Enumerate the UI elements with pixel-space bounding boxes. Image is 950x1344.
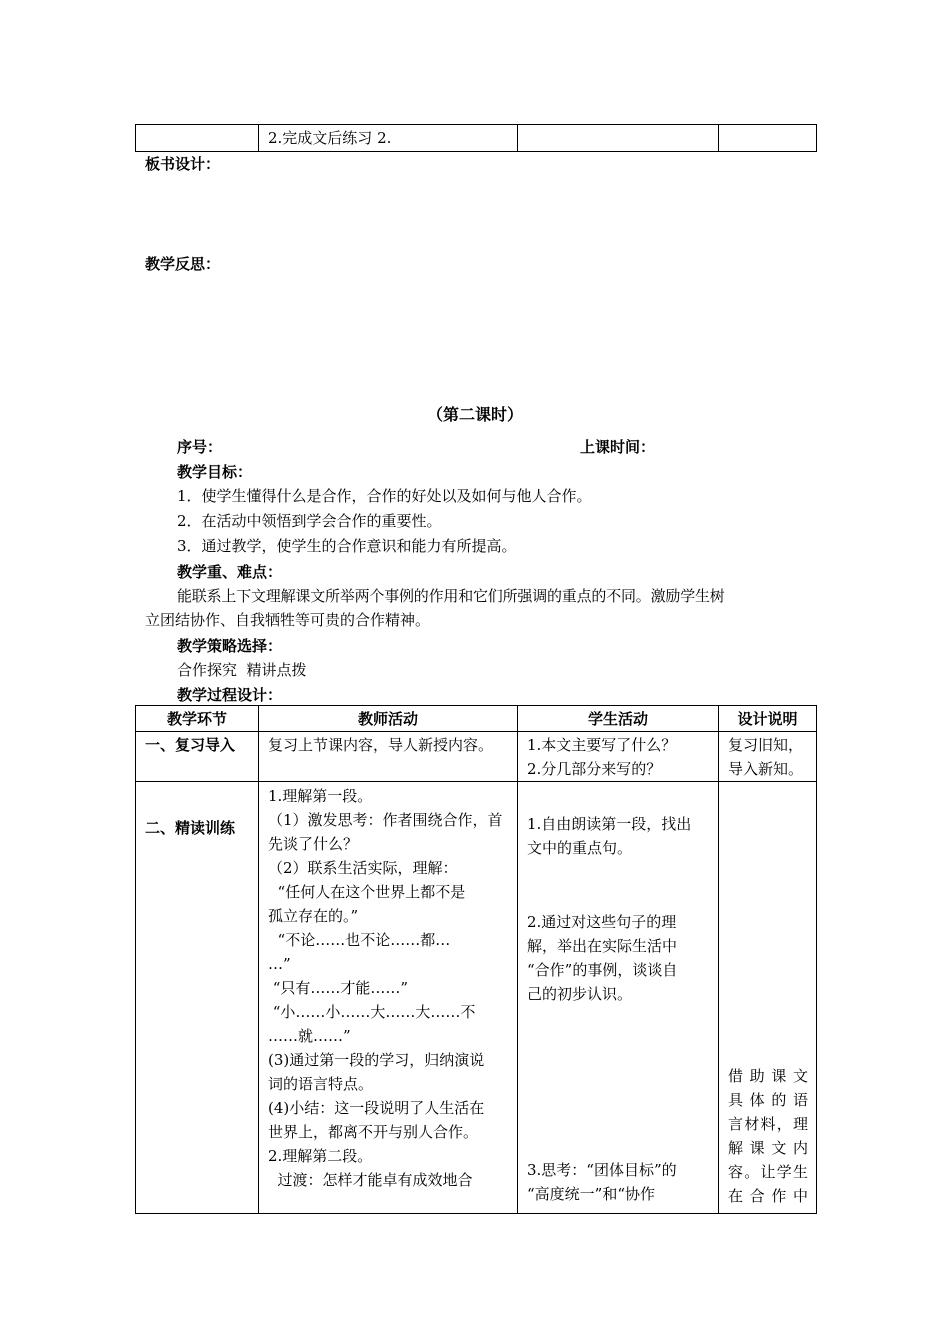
objectives-label: 教学目标：: [177, 463, 253, 481]
process-table: [135, 705, 817, 1214]
student-line: 2.通过对这些句子的理: [527, 913, 677, 931]
prev-cell-student: [518, 125, 719, 152]
key-points-label: 教学重、难点：: [177, 563, 283, 581]
student-line: “高度统一”和“协作: [527, 1185, 656, 1203]
teacher-line: （1）激发思考：作者围绕合作，首: [268, 811, 503, 829]
student-line: “合作”的事例，谈谈自: [527, 961, 678, 979]
stage-label: 二、精读训练: [145, 819, 236, 837]
key-points-line: 立团结协作、自我牺牲等可贵的合作精神。: [145, 611, 431, 629]
teacher-line: (4)小结：这一段说明了人生活在: [268, 1099, 485, 1117]
serial-label: 序号：: [177, 438, 223, 456]
teacher-line: “只有……才能……”: [268, 979, 409, 997]
note-line: 解课文内: [728, 1139, 808, 1157]
teacher-cell: [259, 732, 518, 782]
stage-cell: [136, 782, 259, 1214]
note-cell: [719, 782, 817, 1214]
objective-item: 2．在活动中领悟到学会合作的重要性。: [177, 512, 442, 530]
note-line: 具体的语: [728, 1091, 808, 1109]
table-row: [136, 782, 817, 1214]
note-cell: [719, 732, 817, 782]
stage-cell: [136, 732, 259, 782]
teacher-line: 过渡：怎样才能卓有成效地合: [268, 1171, 473, 1189]
prev-lesson-table: [135, 124, 817, 152]
student-text: 1.本文主要写了什么？: [527, 736, 677, 754]
student-cell: [518, 782, 719, 1214]
student-line: 解，举出在实际生活中: [527, 937, 678, 955]
table-row: [136, 732, 817, 782]
header-teacher: 教师活动: [259, 706, 518, 732]
teacher-line: “任何人在这个世界上都不是: [268, 883, 466, 901]
header-student: 学生活动: [518, 706, 719, 732]
lesson-title: （第二课时）: [426, 405, 523, 424]
teacher-line: 先谈了什么？: [268, 835, 359, 853]
teacher-line: …”: [268, 955, 291, 973]
student-line: 文中的重点句。: [527, 839, 633, 857]
prev-cell-note: [719, 125, 817, 152]
header-stage: 教学环节: [136, 706, 259, 732]
note-text: 复习旧知，: [728, 736, 804, 754]
stage-label: 一、复习导入: [145, 736, 236, 754]
teacher-line: 2.理解第二段。: [268, 1147, 373, 1165]
table-header-row: [136, 706, 817, 732]
process-label: 教学过程设计：: [177, 686, 283, 704]
teacher-line: 词的语言特点。: [268, 1075, 374, 1093]
student-cell: [518, 732, 719, 782]
teacher-line: “小……小……大……大……不: [268, 1003, 476, 1021]
board-design-label: 板书设计：: [145, 155, 221, 173]
note-line: 在合作中: [728, 1187, 808, 1205]
strategy-label: 教学策略选择：: [177, 637, 283, 655]
note-text: 导入新知。: [728, 760, 804, 778]
prev-cell-teacher: [259, 125, 518, 152]
teacher-line: (3)通过第一段的学习，归纳演说: [268, 1051, 485, 1069]
teacher-line: “不论……也不论……都…: [268, 931, 451, 949]
prev-cell-stage: [136, 125, 259, 152]
teacher-line: （2）联系生活实际，理解：: [268, 859, 458, 877]
teacher-line: 孤立存在的。”: [268, 907, 359, 925]
strategy-text: 合作探究 精讲点拨: [177, 661, 307, 679]
objective-item: 1．使学生懂得什么是合作，合作的好处以及如何与他人合作。: [177, 487, 592, 505]
note-line: 借助课文: [728, 1067, 808, 1085]
key-points-line: 能联系上下文理解课文所举两个事例的作用和它们所强调的重点的不同。激励学生树: [177, 587, 725, 605]
header-note: 设计说明: [719, 706, 817, 732]
student-line: 己的初步认识。: [527, 985, 633, 1003]
teacher-line: 世界上，都离不开与别人合作。: [268, 1123, 479, 1141]
note-line: 容。让学生: [728, 1163, 808, 1181]
student-text: 2.分几部分来写的？: [527, 760, 662, 778]
teacher-line: 1.理解第一段。: [268, 787, 373, 805]
student-line: 3.思考：“团体目标”的: [527, 1161, 677, 1179]
teacher-text: 复习上节课内容，导人新授内容。: [268, 736, 494, 754]
student-line: 1.自由朗读第一段，找出: [527, 815, 692, 833]
teacher-line: ……就……”: [268, 1027, 351, 1045]
prev-teacher-text: 2.完成文后练习 2.: [268, 129, 392, 147]
reflection-label: 教学反思：: [145, 255, 221, 273]
class-time-label: 上课时间：: [580, 438, 656, 456]
objective-item: 3．通过教学，使学生的合作意识和能力有所提高。: [177, 537, 517, 555]
note-line: 言材料，理: [728, 1115, 808, 1133]
teacher-cell: [259, 782, 518, 1214]
